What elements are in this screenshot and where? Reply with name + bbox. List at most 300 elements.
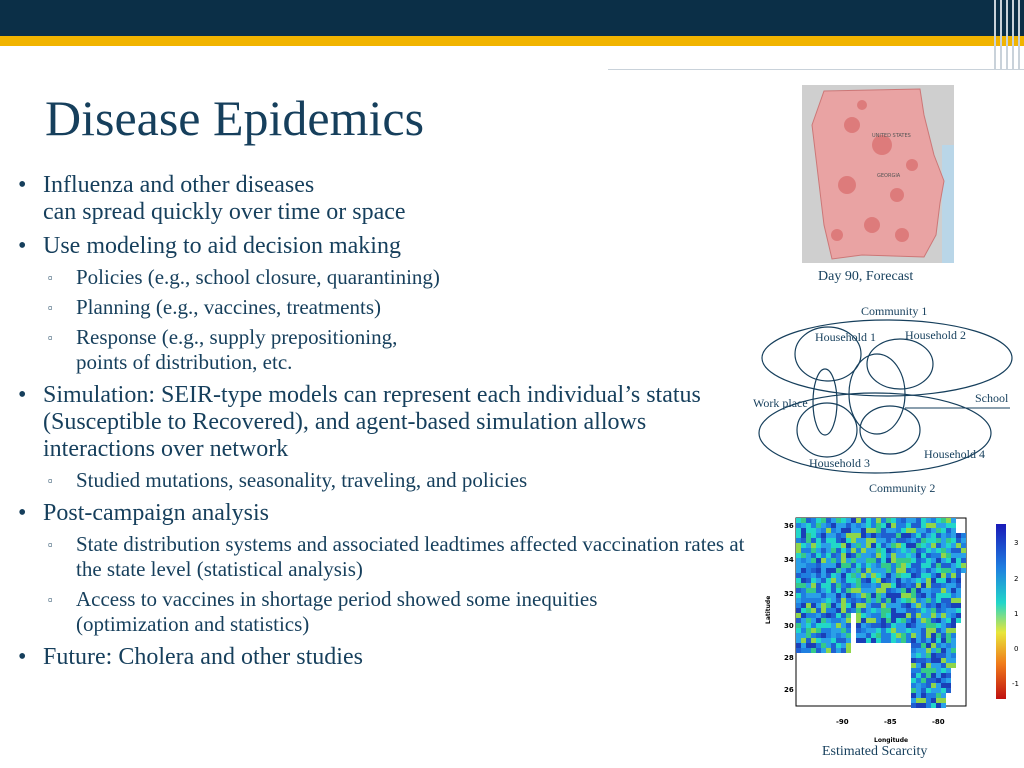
heatmap-cell (946, 553, 951, 558)
heatmap-cell (826, 618, 831, 623)
heatmap-cell (941, 643, 946, 648)
heatmap-cell (916, 603, 921, 608)
heatmap-cell (836, 603, 841, 608)
heatmap-cell (931, 533, 936, 538)
heatmap-cell (846, 568, 851, 573)
heatmap-cell (961, 538, 966, 543)
heatmap-cell (906, 568, 911, 573)
scarcity-caption: Estimated Scarcity (822, 744, 928, 759)
bullet-text: Response (e.g., supply prepositioning, points of distribution, etc. (76, 325, 398, 374)
heatmap-cell (891, 573, 896, 578)
heatmap-cell (901, 583, 906, 588)
heatmap-cell (891, 528, 896, 533)
bullet-icon: • (18, 644, 27, 670)
heatmap-cell (901, 628, 906, 633)
sub-bullet-icon: ▫ (48, 473, 53, 488)
heatmap-cell (956, 533, 961, 538)
heatmap-cell (931, 523, 936, 528)
heatmap-cell (921, 638, 926, 643)
heatmap-cell (821, 643, 826, 648)
sub-bullet-icon: ▫ (48, 300, 53, 315)
heatmap-cell (911, 588, 916, 593)
heatmap-cell (946, 658, 951, 663)
heatmap-cell (906, 523, 911, 528)
heatmap-cell (871, 638, 876, 643)
heatmap-cell (941, 623, 946, 628)
heatmap-cell (931, 593, 936, 598)
heatmap-cell (816, 568, 821, 573)
heatmap-cell (926, 533, 931, 538)
heatmap-cell (841, 613, 846, 618)
heatmap-cell (876, 638, 881, 643)
heatmap-cell (896, 638, 901, 643)
heatmap-cell (796, 518, 801, 523)
heatmap-cell (816, 613, 821, 618)
heatmap-cell (916, 673, 921, 678)
heatmap-cell (901, 603, 906, 608)
heatmap-cell (851, 593, 856, 598)
heatmap-cell (931, 578, 936, 583)
heatmap-cell (906, 538, 911, 543)
top-banner (0, 0, 1024, 36)
heatmap-cell (886, 578, 891, 583)
heatmap-cell (911, 533, 916, 538)
heatmap-cell (896, 563, 901, 568)
heatmap-cell (816, 578, 821, 583)
heatmap-cell (801, 553, 806, 558)
heatmap-cell (931, 643, 936, 648)
heatmap-cell (931, 693, 936, 698)
colorbar-tick: -1 (1012, 680, 1019, 688)
heatmap-cell (811, 543, 816, 548)
heatmap-cell (916, 658, 921, 663)
heatmap-cell (806, 563, 811, 568)
heatmap-cell (836, 558, 841, 563)
heatmap-cell (931, 658, 936, 663)
heatmap-cell (926, 628, 931, 633)
heatmap-cell (926, 608, 931, 613)
heatmap-cell (946, 618, 951, 623)
heatmap-cell (931, 663, 936, 668)
heatmap-cell (826, 628, 831, 633)
heatmap-cell (921, 578, 926, 583)
heatmap-cell (941, 663, 946, 668)
heatmap-cell (921, 703, 926, 708)
heatmap-cell (856, 628, 861, 633)
heatmap-cell (821, 648, 826, 653)
heatmap-cell (801, 578, 806, 583)
heatmap-cell (796, 543, 801, 548)
heatmap-cell (931, 648, 936, 653)
heatmap-cell (846, 598, 851, 603)
heatmap-cell (801, 548, 806, 553)
heatmap-cell (886, 608, 891, 613)
heatmap-cell (826, 608, 831, 613)
heatmap-cell (881, 618, 886, 623)
heatmap-cell (821, 523, 826, 528)
heatmap-cell (926, 698, 931, 703)
heatmap-cell (876, 543, 881, 548)
heatmap-cell (886, 613, 891, 618)
heatmap-cell (801, 538, 806, 543)
heatmap-cell (931, 703, 936, 708)
heatmap-cell (951, 608, 956, 613)
heatmap-cell (946, 633, 951, 638)
heatmap-cell (826, 578, 831, 583)
heatmap-cell (896, 588, 901, 593)
heatmap-cell (886, 618, 891, 623)
heatmap-cell (836, 613, 841, 618)
heatmap-cell (931, 633, 936, 638)
heatmap-cell (841, 573, 846, 578)
heatmap-cell (926, 643, 931, 648)
heatmap-cell (896, 553, 901, 558)
heatmap-cell (881, 578, 886, 583)
heatmap-cell (946, 593, 951, 598)
heatmap-cell (946, 603, 951, 608)
heatmap-cell (956, 573, 961, 578)
heatmap-cell (826, 523, 831, 528)
heatmap-cell (821, 578, 826, 583)
sub-bullet-item (18, 265, 763, 290)
heatmap-cell (926, 638, 931, 643)
household-4-label: Household 4 (924, 447, 985, 461)
heatmap-cell (896, 523, 901, 528)
heatmap-cell (921, 573, 926, 578)
heatmap-cell (921, 633, 926, 638)
heatmap-cell (951, 543, 956, 548)
heatmap-cell (866, 628, 871, 633)
heatmap-cell (921, 553, 926, 558)
heatmap-cell (951, 633, 956, 638)
heatmap-cell (881, 633, 886, 638)
heatmap-cell (916, 638, 921, 643)
heatmap-cell (871, 588, 876, 593)
heatmap-cell (896, 528, 901, 533)
heatmap-cell (961, 568, 966, 573)
heatmap-cell (841, 578, 846, 583)
heatmap-cell (901, 553, 906, 558)
heatmap-cell (851, 558, 856, 563)
decorative-stripes (990, 0, 1024, 70)
heatmap-cell (881, 538, 886, 543)
heatmap-cell (846, 593, 851, 598)
heatmap-cell (856, 633, 861, 638)
heatmap-cell (861, 588, 866, 593)
heatmap-cell (926, 538, 931, 543)
heatmap-cell (906, 638, 911, 643)
heatmap-cell (806, 593, 811, 598)
heatmap-cell (826, 623, 831, 628)
heatmap-cell (901, 638, 906, 643)
heatmap-cell (816, 588, 821, 593)
heatmap-cell (931, 518, 936, 523)
heatmap-cell (941, 603, 946, 608)
heatmap-cell (816, 543, 821, 548)
heatmap-cell (871, 633, 876, 638)
heatmap-cell (806, 568, 811, 573)
heatmap-cell (831, 543, 836, 548)
heatmap-cell (926, 658, 931, 663)
bullet-text: Influenza and other diseases can spread quickly over time or space (43, 172, 406, 225)
heatmap-cell (811, 608, 816, 613)
heatmap-cell (866, 563, 871, 568)
heatmap-cell (876, 573, 881, 578)
heatmap-cell (861, 548, 866, 553)
heatmap-cell (956, 563, 961, 568)
heatmap-cell (946, 533, 951, 538)
heatmap-cell (811, 643, 816, 648)
heatmap-cell (846, 523, 851, 528)
heatmap-cell (926, 583, 931, 588)
heatmap-cell (866, 603, 871, 608)
heatmap-cell (871, 553, 876, 558)
heatmap-cell (826, 568, 831, 573)
heatmap-cell (866, 608, 871, 613)
heatmap-cell (826, 548, 831, 553)
heatmap-cell (821, 528, 826, 533)
heatmap-cell (891, 538, 896, 543)
heatmap-cell (836, 643, 841, 648)
heatmap-cell (896, 583, 901, 588)
heatmap-cell (936, 698, 941, 703)
heatmap-cell (871, 583, 876, 588)
heatmap-cell (851, 533, 856, 538)
heatmap-cell (901, 548, 906, 553)
heatmap-cell (886, 588, 891, 593)
heatmap-cell (896, 548, 901, 553)
heatmap-cell (821, 543, 826, 548)
heatmap-cell (811, 633, 816, 638)
heatmap-cell (906, 588, 911, 593)
heatmap-cell (951, 638, 956, 643)
heatmap-cell (946, 673, 951, 678)
heatmap-cell (831, 588, 836, 593)
heatmap-cell (796, 538, 801, 543)
heatmap-cell (811, 623, 816, 628)
heatmap-cell (856, 618, 861, 623)
heatmap-cell (906, 543, 911, 548)
heatmap-cell (796, 523, 801, 528)
heatmap-cell (831, 528, 836, 533)
heatmap-cell (886, 628, 891, 633)
heatmap-cell (916, 648, 921, 653)
heatmap-cell (826, 573, 831, 578)
heatmap-cell (916, 573, 921, 578)
heatmap-cell (851, 588, 856, 593)
heatmap-cell (821, 583, 826, 588)
heatmap-cell (931, 618, 936, 623)
heatmap-cell (911, 633, 916, 638)
heatmap-cell (916, 568, 921, 573)
heatmap-cell (906, 583, 911, 588)
heatmap-cell (826, 518, 831, 523)
heatmap-cell (841, 528, 846, 533)
heatmap-cell (856, 553, 861, 558)
heatmap-cell (936, 558, 941, 563)
heatmap-cell (811, 568, 816, 573)
heatmap-cell (941, 543, 946, 548)
heatmap-cell (866, 523, 871, 528)
heatmap-cell (931, 538, 936, 543)
heatmap-cell (796, 583, 801, 588)
bullet-item (18, 233, 763, 260)
heatmap-cell (861, 638, 866, 643)
heatmap-cell (921, 613, 926, 618)
heatmap-cell (881, 603, 886, 608)
school-label: School (975, 391, 1009, 405)
heatmap-cell (851, 603, 856, 608)
heatmap-cell (891, 633, 896, 638)
heatmap-cell (916, 548, 921, 553)
heatmap-cell (871, 608, 876, 613)
heatmap-cell (836, 548, 841, 553)
heatmap-cell (921, 628, 926, 633)
heatmap-cell (926, 548, 931, 553)
heatmap-cell (876, 558, 881, 563)
heatmap-cell (916, 688, 921, 693)
heatmap-cell (901, 563, 906, 568)
heatmap-cell (801, 638, 806, 643)
heatmap-cell (946, 588, 951, 593)
heatmap-cell (936, 583, 941, 588)
heatmap-cell (866, 633, 871, 638)
heatmap-cell (876, 548, 881, 553)
heatmap-cell (911, 523, 916, 528)
heatmap-cell (931, 668, 936, 673)
heatmap-cell (961, 548, 966, 553)
heatmap-cell (826, 603, 831, 608)
heatmap-cell (856, 598, 861, 603)
heatmap-cell (861, 618, 866, 623)
heatmap-cell (841, 518, 846, 523)
heatmap-cell (841, 603, 846, 608)
y-tick: 28 (784, 654, 794, 662)
heatmap-cell (811, 533, 816, 538)
heatmap-cell (901, 528, 906, 533)
bullet-item (18, 500, 763, 527)
heatmap-cell (861, 533, 866, 538)
heatmap-cell (856, 543, 861, 548)
heatmap-cell (931, 623, 936, 628)
heatmap-cell (901, 618, 906, 623)
heatmap-cell (951, 563, 956, 568)
heatmap-cell (841, 558, 846, 563)
heatmap-cell (836, 588, 841, 593)
heatmap-cell (951, 533, 956, 538)
heatmap-cell (911, 538, 916, 543)
heatmap-cell (811, 528, 816, 533)
heatmap-cell (921, 593, 926, 598)
heatmap-cell (816, 623, 821, 628)
heatmap-cell (906, 613, 911, 618)
heatmap-cell (946, 653, 951, 658)
heatmap-cell (941, 583, 946, 588)
sub-bullet-icon: ▫ (48, 330, 53, 345)
heatmap-cell (851, 543, 856, 548)
heatmap-cell (941, 618, 946, 623)
heatmap-cell (841, 538, 846, 543)
heatmap-cell (886, 518, 891, 523)
heatmap-cell (951, 588, 956, 593)
workplace-label: Work place (753, 396, 808, 410)
community-1-label: Community 1 (861, 304, 928, 318)
heatmap-cell (881, 543, 886, 548)
heatmap-cell (841, 623, 846, 628)
heatmap-cell (936, 623, 941, 628)
heatmap-cell (801, 643, 806, 648)
gold-stripe (0, 36, 1024, 46)
heatmap-cell (931, 543, 936, 548)
heatmap-cell (831, 568, 836, 573)
heatmap-cell (806, 553, 811, 558)
heatmap-cell (831, 618, 836, 623)
heatmap-cell (816, 523, 821, 528)
heatmap-cell (831, 613, 836, 618)
heatmap-cell (876, 598, 881, 603)
heatmap-cell (831, 628, 836, 633)
heatmap-cell (936, 598, 941, 603)
heatmap-cell (836, 633, 841, 638)
heatmap-cell (916, 653, 921, 658)
heatmap-cell (891, 578, 896, 583)
bullet-text: Policies (e.g., school closure, quarantining) (76, 265, 440, 289)
heatmap-cell (841, 548, 846, 553)
heatmap-cell (801, 533, 806, 538)
heatmap-cell (846, 518, 851, 523)
heatmap-cell (821, 518, 826, 523)
heatmap-cell (891, 598, 896, 603)
heatmap-cell (936, 693, 941, 698)
heatmap-cell (951, 568, 956, 573)
heatmap-cell (816, 618, 821, 623)
heatmap-cell (926, 683, 931, 688)
heatmap-cell (796, 638, 801, 643)
heatmap-cell (876, 528, 881, 533)
heatmap-cell (881, 598, 886, 603)
heatmap-cell (911, 628, 916, 633)
heatmap-cell (921, 693, 926, 698)
heatmap-cell (816, 638, 821, 643)
heatmap-cell (856, 588, 861, 593)
heatmap-cell (881, 613, 886, 618)
bullet-list (18, 165, 763, 671)
heatmap-cell (886, 523, 891, 528)
heatmap-cell (816, 538, 821, 543)
bullet-text: Use modeling to aid decision making (43, 233, 401, 259)
heatmap-cell (816, 548, 821, 553)
heatmap-cell (861, 608, 866, 613)
heatmap-cell (936, 613, 941, 618)
heatmap-cell (826, 543, 831, 548)
heatmap-cell (876, 593, 881, 598)
heatmap-cell (946, 548, 951, 553)
heatmap-cell (851, 538, 856, 543)
heatmap-cell (941, 658, 946, 663)
heatmap-cell (876, 578, 881, 583)
heatmap-cell (836, 583, 841, 588)
heatmap-cell (796, 628, 801, 633)
heatmap-cell (931, 558, 936, 563)
heatmap-cell (911, 528, 916, 533)
heatmap-cell (896, 628, 901, 633)
heatmap-cell (936, 568, 941, 573)
heatmap-cell (801, 563, 806, 568)
y-tick: 30 (784, 622, 794, 630)
heatmap-cell (891, 603, 896, 608)
workplace-ellipse (813, 369, 837, 435)
heatmap-cell (916, 583, 921, 588)
